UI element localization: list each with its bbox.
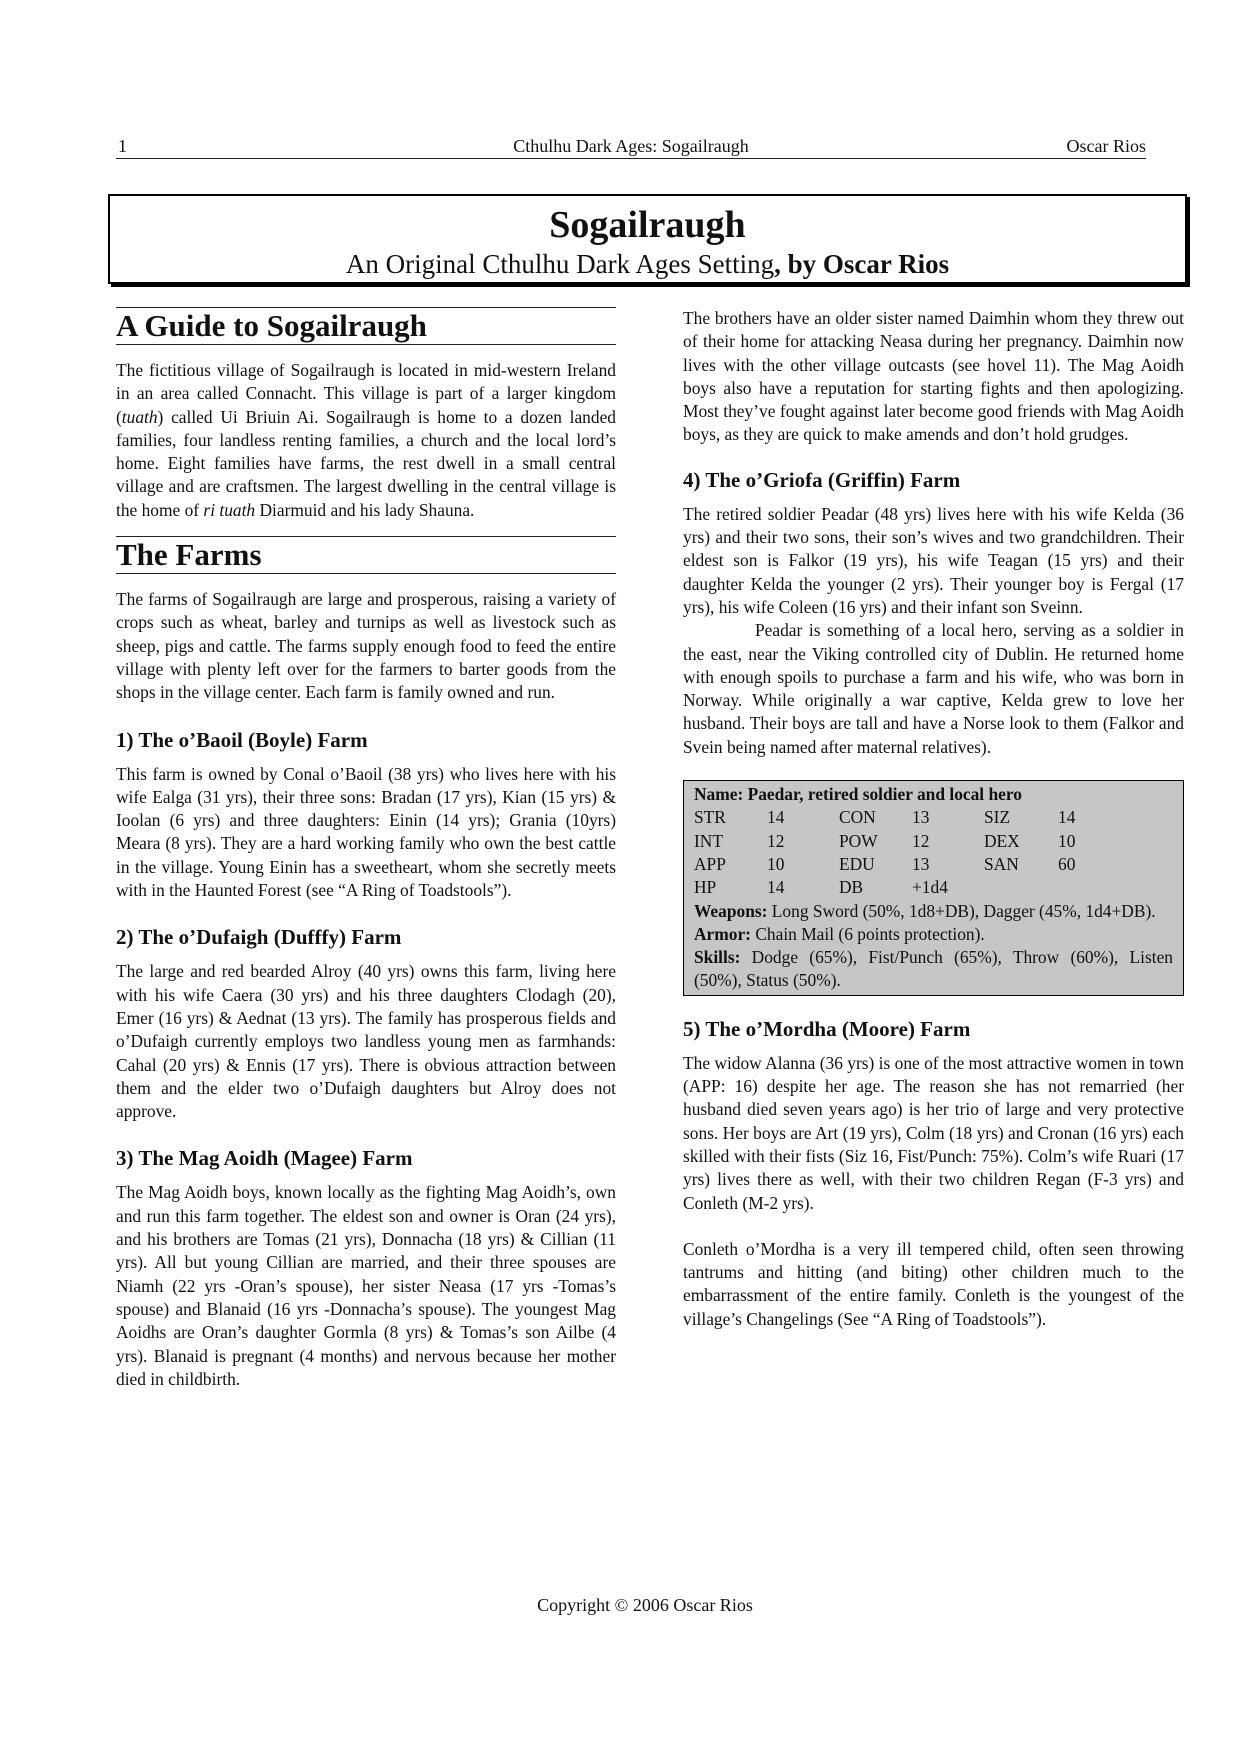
- stat-value: 13: [912, 807, 930, 828]
- right-column: [683, 304, 1184, 1331]
- subtitle-plain: An Original Cthulhu Dark Ages Setting: [345, 249, 775, 279]
- stat-value: 12: [767, 830, 785, 851]
- stat-skills: [694, 946, 1173, 993]
- stat-value: 13: [912, 853, 930, 874]
- stat-weapons: [694, 900, 1173, 923]
- farms-intro: The farms of Sogailraugh are large and prosperous, raising a variety of crops such as wheat, barley and turnips as well as livestock such as sheep, pigs and cattle. The farms supply enough food to feed the entire village with plenty left over for the farmers to barter goods from the shops in the village center. Each farm is family owned and run.: [116, 589, 616, 703]
- stat-label: DEX: [984, 830, 1020, 851]
- stat-label: HP: [694, 877, 717, 898]
- stat-value: 10: [767, 853, 785, 874]
- skills-label: Skills:: [694, 947, 741, 968]
- page-number: 1: [118, 136, 127, 156]
- stat-label: EDU: [839, 853, 875, 874]
- stat-row: [694, 876, 1173, 899]
- stat-label: SAN: [984, 853, 1019, 874]
- farm-5-heading: 5) The o’Mordha (Moore) Farm: [683, 1016, 971, 1041]
- stat-row: [694, 806, 1173, 829]
- copyright-footer: Copyright © 2006 Oscar Rios: [537, 1595, 753, 1615]
- armor-text: Chain Mail (6 points protection).: [750, 923, 985, 944]
- farm-3-text: The Mag Aoidh boys, known locally as the fighting Mag Aoidh’s, own and run this farm together. The eldest son and owner is Oran (24 yrs), and his brothers are Tomas (21 yrs), Donnacha (18 yrs) & Cillian (11 yrs). All but young Cillian are married, and their three spouses are Niamh (22 yrs -Oran’s spouse), her sister Neasa (17 yrs -Tomas’s spouse) and Blanaid (16 yrs -Donnacha’s spouse). The youngest Mag Aoidhs are Oran’s daughter Gormla (8 yrs) & Tomas’s son Ailbe (4 yrs). Blanaid is pregnant (4 months) and nervous because her mother died in childbirth.: [116, 1182, 616, 1389]
- farm-5-text-2: Conleth o’Mordha is a very ill tempered child, often seen throwing tantrums and hitting (and biting) other children much to the embarrassment of the entire family. Conleth is the youngest of the village’s Changelings (See “A Ring of Toadstools”).: [683, 1238, 1184, 1329]
- stat-value: 60: [1058, 853, 1076, 874]
- document-title: Sogailraugh: [549, 204, 746, 246]
- weapons-label: Weapons:: [694, 900, 768, 921]
- farm-4-text-1: The retired soldier Peadar (48 yrs) lives here with his wife Kelda (36 yrs) and their two sons, their son’s wives and two grandchildren. Their eldest son is Falkor (19 yrs), his wife Teagan (15 yrs) and their daughter Kelda the younger (2 yrs). Their younger boy is Fergal (17 yrs), his wife Coleen (16 yrs) and their infant son Sveinn.: [683, 503, 1184, 617]
- farm-4-heading: 4) The o’Griofa (Griffin) Farm: [683, 467, 961, 492]
- weapons-text: Long Sword (50%, 1d8+DB), Dagger (45%, 1d4+DB).: [767, 900, 1156, 921]
- stat-value: 10: [1058, 830, 1076, 851]
- guide-paragraph: [116, 359, 616, 522]
- stat-name-line: [694, 783, 1173, 806]
- stat-row: [694, 853, 1173, 876]
- document-subtitle: [110, 248, 1185, 280]
- header-author: Oscar Rios: [1066, 136, 1146, 156]
- guide-term-tuath: tuath: [121, 406, 158, 427]
- farm-3-continued: The brothers have an older sister named Daimhin whom they threw out of their home for attacking Neasa during her pregnancy. Daimhin now lives with the other village outcasts (see hovel 11). The Mag Aoidh boys also have a reputation for starting fights and then apologizing. Most they’ve fought against later become good friends with Mag Aoidh boys, as they are quick to make amends and don’t hold grudges.: [683, 308, 1184, 445]
- stat-name: Name: Paedar, retired soldier and local hero: [694, 784, 1022, 805]
- stat-value: 14: [767, 877, 785, 898]
- stat-label: CON: [839, 807, 876, 828]
- section-heading-guide: A Guide to Sogailraugh: [116, 307, 616, 345]
- subtitle-bold: , by Oscar Rios: [774, 249, 950, 279]
- stat-label: POW: [839, 830, 878, 851]
- stat-label: STR: [694, 807, 726, 828]
- left-column: [116, 304, 616, 1391]
- farm-2-heading: 2) The o’Dufaigh (Dufffy) Farm: [116, 925, 402, 950]
- stat-block: [683, 780, 1184, 996]
- stat-label: APP: [694, 853, 726, 874]
- stat-label: INT: [694, 830, 723, 851]
- section-heading-farms: The Farms: [116, 536, 616, 574]
- farm-4-text-2: Peadar is something of a local hero, serving as a soldier in the east, near the Viking controlled city of Dublin. He returned home with enough spoils to purchase a farm and his wife, who was born in Norway. While originally a war captive, Kelda grew to love her husband. Their boys are tall and have a Norse look to them (Falkor and Svein being named after maternal relatives).: [683, 620, 1184, 757]
- guide-text-1: The fictitious village of Sogailraugh is located in mid-western Ireland in an area called Connacht. This village is part of a larger kingdom (: [116, 360, 616, 427]
- farm-5-text-1: The widow Alanna (36 yrs) is one of the most attractive women in town (APP: 16) despite her age. The reason she has not remarried (her husband died seven years ago) is her trio of large and very protective sons. Her boys are Art (19 yrs), Colm (18 yrs) and Cronan (16 yrs) each skilled with their fists (Siz 16, Fist/Punch: 75%). Colm’s wife Ruari (17 yrs) lives there as well, with their two children Regan (F-3 yrs) and Conleth (M-2 yrs).: [683, 1052, 1184, 1213]
- farm-2-text: The large and red bearded Alroy (40 yrs) owns this farm, living here with his wife Caera (30 yrs) and his three daughters Clodagh (20), Emer (16 yrs) & Aednat (13 yrs). The family has prosperous fields and o’Dufaigh currently employs two landless young men as farmhands: Cahal (20 yrs) & Ennis (17 yrs). There is obvious attraction between them and the elder two o’Dufaigh daughters but Alroy does not approve.: [116, 961, 616, 1122]
- farm-1-heading: 1) The o’Baoil (Boyle) Farm: [116, 727, 368, 752]
- stat-value: 14: [1058, 807, 1076, 828]
- stat-row: [694, 830, 1173, 853]
- guide-text-2: ) called Ui Briuin Ai. Sogailraugh is home to a dozen landed families, four landless renting families, a church and the local lord’s home. Eight families have farms, the rest dwell in a small central village and are craftsmen. The largest dwelling in the central village is the home of: [116, 406, 616, 520]
- stat-value: +1d4: [912, 877, 948, 898]
- stat-value: 12: [912, 830, 930, 851]
- farm-3-heading: 3) The Mag Aoidh (Magee) Farm: [116, 1146, 413, 1171]
- stat-label: SIZ: [984, 807, 1011, 828]
- armor-label: Armor:: [694, 923, 751, 944]
- skills-text: Dodge (65%), Fist/Punch (65%), Throw (60%), Listen (50%), Status (50%).: [694, 947, 1173, 991]
- stat-value: 14: [767, 807, 785, 828]
- guide-term-ri-tuath: ri tuath: [203, 499, 256, 520]
- running-header: [116, 136, 1146, 159]
- guide-text-3: Diarmuid and his lady Shauna.: [255, 499, 475, 520]
- stat-label: DB: [839, 877, 864, 898]
- stat-armor: [694, 923, 1173, 946]
- farm-1-text: This farm is owned by Conal o’Baoil (38 yrs) who lives here with his wife Ealga (31 yrs), their three sons: Bradan (17 yrs), Kian (15 yrs) & Ioolan (6 yrs) and three daughters: Einin (14 yrs); Grania (10yrs) Meara (8 yrs). They are a hard working family who own the best cattle in the village. Young Einin has a sweetheart, whom she secretly meets with in the Haunted Forest (see “A Ring of Toadstools”).: [116, 763, 616, 901]
- title-box: [108, 194, 1187, 284]
- header-title: Cthulhu Dark Ages: Sogailraugh: [513, 136, 749, 156]
